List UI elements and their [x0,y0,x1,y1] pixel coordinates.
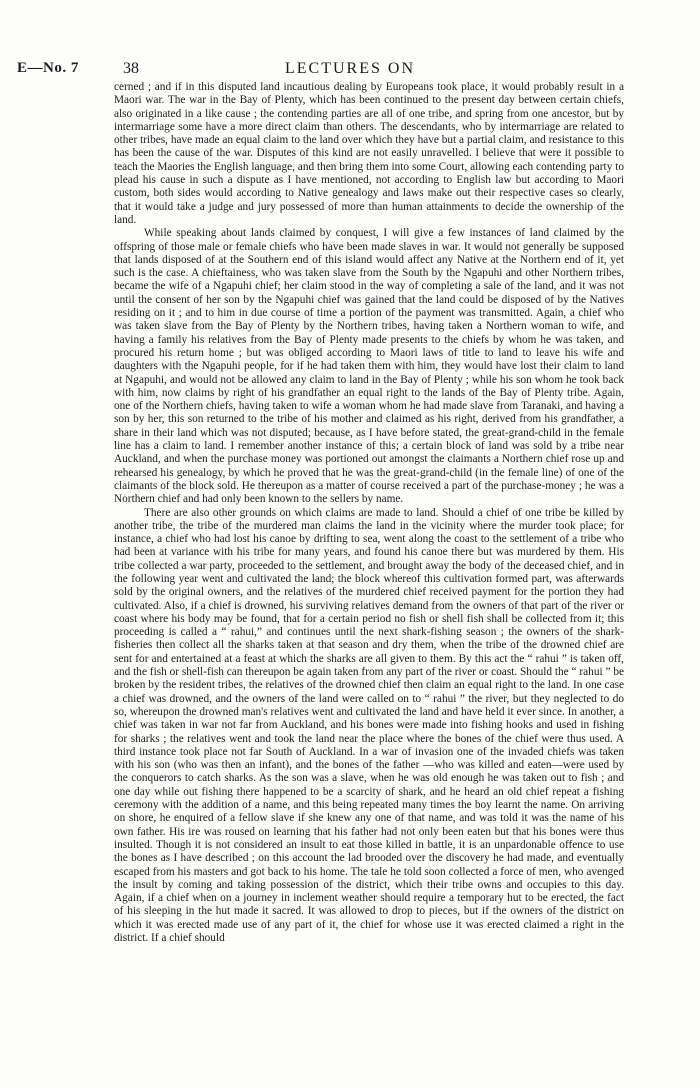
paragraph: There are also other grounds on which claims are made to land. Should a chief of one tribe be killed by another tribe, the tribe of the murdered man claims the land in the vicinity where the murder took place; for instance, a chief who had lost his canoe by drifting to sea, went along the coast to the settlement of a tribe who had been at variance with his tribe for many years, and found his canoe there but was murdered by them. His tribe collected a war party, proceeded to the settlement, and brought away the body of the deceased chief, and in the following year went and cultivated the land; the block whereof this cultivation formed part, was afterwards sold by the original owners, and the relatives of the murdered chief received payment for the portion they had cultivated. Also, if a chief is drowned, his surviving relatives demand from the owners of that part of the river or coast where his body may be found, that for a certain period no fish or shell fish shall be collected from it; this proceeding is called a “ rahui,” and continues until the next shark-fishing season ; the owners of the shark-fisheries then collect all the sharks taken at that season and dry them, when the tribe of the drowned chief are sent for and entertained at a feast at which the sharks are all given to them. By this act the “ rahui ” is taken off, and the fish or shell-fish can thereupon be again taken from any part of the river or coast. Should the “ rahui ” be broken by the resident tribes, the relatives of the drowned chief then claim an equal right to the land. In one case a chief was drowned, and the owners of the land were called on to “ rahui ” the river, but they neglected to do so, whereupon the drowned man's relatives went and cultivated the land and have held it ever since. In another, a chief was taken in war not far from Auckland, and his bones were made into fishing hooks and used in fishing for sharks ; the relatives went and took the land near the place where the bones of the chief were thus used. A third instance took place not far South of Auckland. In a war of invasion one of the invaded chiefs was taken with his son (who was then an infant), and the bones of the father —who was killed and eaten—were used by the conquerors to catch sharks. As the son was a slave, when he was old enough he was taken out to fish ; and one day while out fishing there happened to be a scarcity of shark, and he heard an old chief repeat a fishing ceremony with the addition of a name, and this being repeated many times the boy learnt the name. On arriving on shore, he enquired of a fellow slave if she knew any one of that name, and was told it was the name of his own father. His ire was roused on learning that his father had not only been eaten but that his bones were thus insulted. Though it is not considered an insult to eat those killed in battle, it is an unpardonable offence to use the bones as I have described ; on this account the lad brooded over the discovery he had made, and eventually escaped from his masters and got back to his home. The tale he told soon collected a force of men, who avenged the insult by coming and taking possession of the district, which their tribe owns and occupies to this day. Again, if a chief when on a journey in inclement weather should require a temporary hut to be erected, the fact of his sleeping in the hut made it sacred. It was allowed to drop to pieces, but if the owners of the district on which it was erected made use of any part of it, the chief for whose use it was erected claimed a right in the district. If a chief should [114,506,624,944]
paragraph-continued: cerned ; and if in this disputed land incautious dealing by Europeans took place, it would probably result in a Maori war. The war in the Bay of Plenty, which has been continued to the present day between certain chiefs, also originated in a like cause ; the contending parties are all of one tribe, and spring from one ancestor, but by intermarriage some have a more direct claim than others. The descendants, who by intermarriage are related to other tribes, have made an equal claim to the land over which they have but a partial claim, and resistance to this has been the cause of the war. Disputes of this kind are not easily unravelled. I believe that were it possible to teach the Maories the English language, and then bring them into some Court, allowing each contending party to plead his cause in such a dispute as I have mentioned, not according to English law but according to Maori custom, both sides would according to Native genealogy and laws make out their respective cases so clearly, that it would take a judge and jury possessed of more than human attainments to decide the ownership of the land. [114,81,624,226]
page-number: 38 [123,60,139,77]
body-text [114,81,624,945]
paragraph: While speaking about lands claimed by conquest, I will give a few instances of land claimed by the offspring of those male or female chiefs who have been made slaves in war. It would not generally be supposed that lands disposed of at the Southern end of this island would affect any Native at the Northern end of it, yet such is the case. A chieftainess, who was taken slave from the South by the Ngapuhi and other Northern tribes, became the wife of a Ngapuhi chief; her claim stood in the way of completing a sale of the land, and it was not until the consent of her son by the Ngapuhi chief was gained that the land could be disposed of by the Natives residing on it ; and to him in due course of time a portion of the payment was transmitted. Again, a chief who was taken slave from the Bay of Plenty by the Northern tribes, having taken a Northern woman to wife, and having a family his relatives from the Bay of Plenty made presents to the chiefs by whom he was taken, and procured his return home ; but was obliged according to Maori laws of title to land to leave his wife and daughters with the Ngapuhi people, for if he had taken them with him, they would have lost their claim to land at Ngapuhi, and would not be allowed any claim to land in the Bay of Plenty ; while his son whom he took back with him, now claims by right of his grandfather an equal right to the lands of the Bay of Plenty tribe. Again, one of the Northern chiefs, having taken to wife a woman whom he had made slave from Taranaki, and having a son by her, this son returned to the tribe of his mother and claimed as his right, derived from his grandfather, a share in their land which was not disputed; because, as I have before stated, the great-grand-child in the female line has a claim to land. I remember another instance of this; a certain block of land was sold by a tribe near Auckland, and when the purchase money was portioned out amongst the claimants a Northern chief rose up and rehearsed his genealogy, by which he proved that he was the great-grand-child (in the female line) of one of the claimants of the block sold. He thereupon as a matter of course received a part of the purchase-money ; he was a Northern chief and had only been known to the sellers by name. [114,227,624,506]
document-reference: E—No. 7 [17,60,79,76]
running-title: LECTURES ON [285,60,415,77]
